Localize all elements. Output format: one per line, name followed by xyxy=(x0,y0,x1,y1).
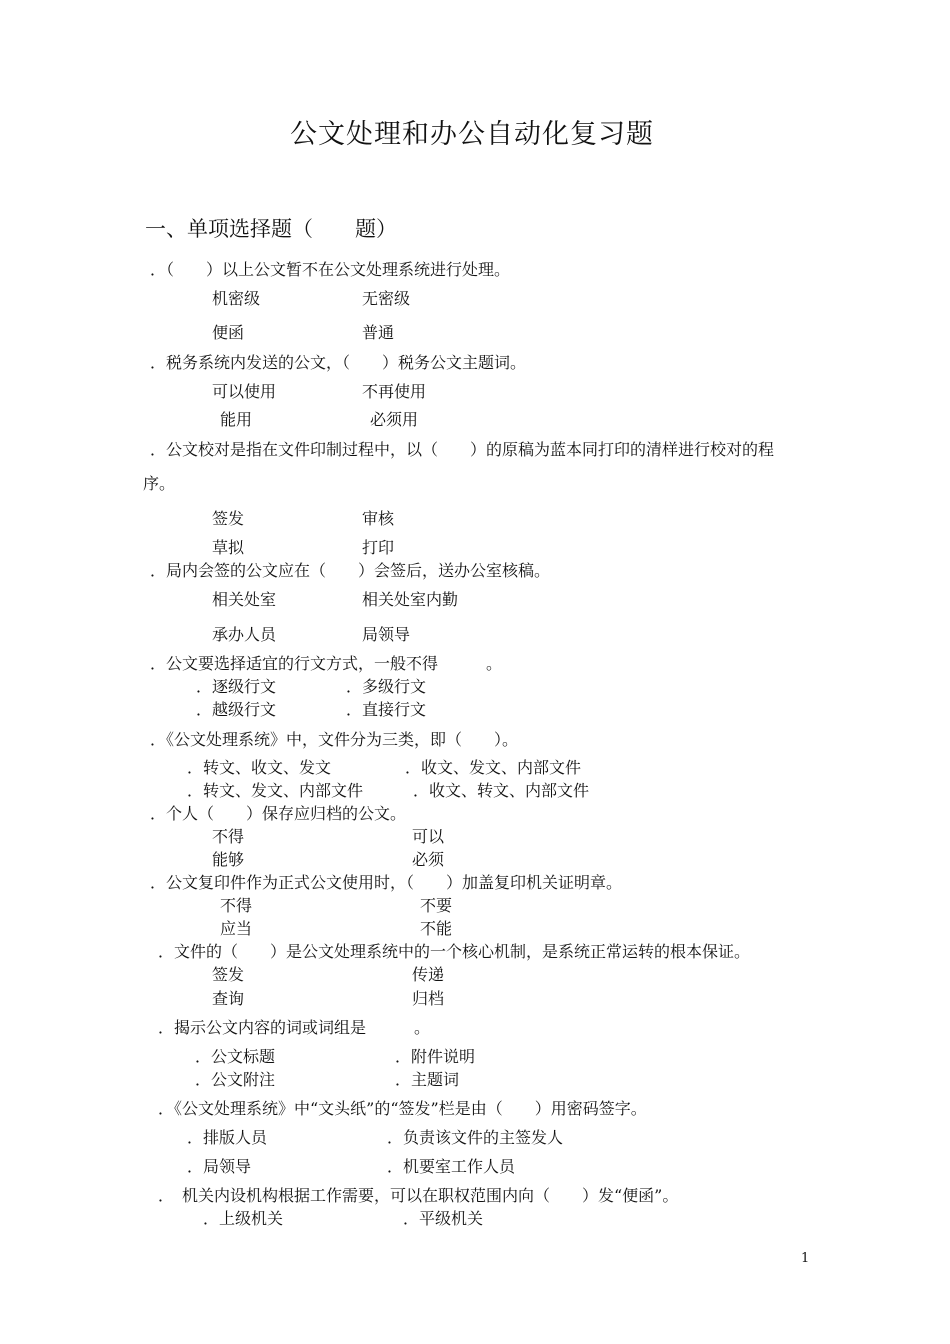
option: 相关处室 xyxy=(212,590,277,609)
option: ．附件说明 xyxy=(395,1047,476,1066)
option: 签发 xyxy=(212,509,245,528)
option: 机密级 xyxy=(212,289,261,308)
option: ．主题词 xyxy=(395,1070,460,1089)
option: 相关处室内勤 xyxy=(362,590,459,609)
option: 可以 xyxy=(412,827,445,846)
option: 审核 xyxy=(362,509,395,528)
option: 不得 xyxy=(220,896,253,915)
question-stem: ．（ ）以上公文暂不在公文处理系统进行处理。 xyxy=(150,260,511,279)
option: ．直接行文 xyxy=(346,700,427,719)
section-heading: 一、单项选择题（ 题） xyxy=(145,217,397,241)
option: 签发 xyxy=(212,965,245,984)
option: ．机要室工作人员 xyxy=(387,1157,516,1176)
option: 局领导 xyxy=(362,625,411,644)
option: 能用 xyxy=(220,410,253,429)
question-stem: ．个人（ ）保存应归档的公文。 xyxy=(150,804,407,823)
option: 普通 xyxy=(362,323,395,342)
question-stem: ．《公文处理系统》中“文头纸”的“签发”栏是由（ ）用密码签字。 xyxy=(158,1099,647,1118)
option: 草拟 xyxy=(212,538,245,557)
option: ．平级机关 xyxy=(403,1209,484,1228)
option: 不要 xyxy=(420,896,453,915)
option: ．越级行文 xyxy=(196,700,277,719)
option: 传递 xyxy=(412,965,445,984)
option: ．逐级行文 xyxy=(196,677,277,696)
question-stem: ．《公文处理系统》中，文件分为三类，即（ ）。 xyxy=(150,730,519,749)
question-stem: ．公文要选择适宜的行文方式，一般不得 。 xyxy=(150,654,503,673)
option: 不得 xyxy=(212,827,245,846)
option: ．收文、发文、内部文件 xyxy=(405,758,582,777)
option: ．局领导 xyxy=(187,1157,252,1176)
option: 不能 xyxy=(420,919,453,938)
question-stem: ．局内会签的公文应在（ ）会签后，送办公室核稿。 xyxy=(150,561,551,580)
question-stem: ．公文校对是指在文件印制过程中，以（ ）的原稿为蓝本同打印的清样进行校对的程 xyxy=(150,440,775,459)
option: 应当 xyxy=(220,919,253,938)
question-stem-continued: 序。 xyxy=(143,474,176,493)
question-stem: ．公文复印件作为正式公文使用时，（ ）加盖复印机关证明章。 xyxy=(150,873,623,892)
option: 必须用 xyxy=(370,410,419,429)
option: ．公文标题 xyxy=(195,1047,276,1066)
question-stem: ．文件的（ ）是公文处理系统中的一个核心机制，是系统正常运转的根本保证。 xyxy=(158,942,751,961)
option: ．转文、收文、发文 xyxy=(187,758,332,777)
option: ．多级行文 xyxy=(346,677,427,696)
option: ．负责该文件的主签发人 xyxy=(387,1128,564,1147)
option: 承办人员 xyxy=(212,625,277,644)
option: ．公文附注 xyxy=(195,1070,276,1089)
question-stem: ． 机关内设机构根据工作需要，可以在职权范围内向（ ）发“便函”。 xyxy=(158,1186,679,1205)
option: ．上级机关 xyxy=(203,1209,284,1228)
option: ．收文、转文、内部文件 xyxy=(413,781,590,800)
option: 查询 xyxy=(212,989,245,1008)
option: 不再使用 xyxy=(362,382,427,401)
page-number: 1 xyxy=(801,1251,810,1266)
option: 必须 xyxy=(412,850,445,869)
option: 能够 xyxy=(212,850,245,869)
option: 归档 xyxy=(412,989,445,1008)
option: 便函 xyxy=(212,323,245,342)
option: ．排版人员 xyxy=(187,1128,268,1147)
option: ．转文、发文、内部文件 xyxy=(187,781,364,800)
question-stem: ．揭示公文内容的词或词组是 。 xyxy=(158,1018,431,1037)
question-stem: ．税务系统内发送的公文，（ ）税务公文主题词。 xyxy=(150,353,527,372)
option: 打印 xyxy=(362,538,395,557)
option: 无密级 xyxy=(362,289,411,308)
document-title: 公文处理和办公自动化复习题 xyxy=(290,119,654,150)
option: 可以使用 xyxy=(212,382,277,401)
